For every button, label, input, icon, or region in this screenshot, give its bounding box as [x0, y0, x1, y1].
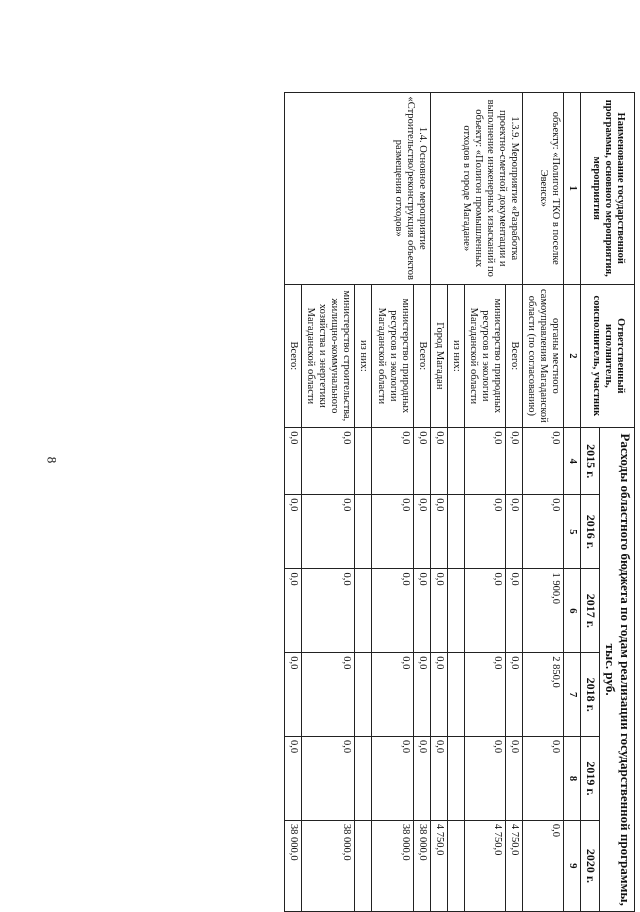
cell-2018: 0,0 [285, 653, 302, 737]
cell-2017: 0,0 [430, 569, 447, 653]
cell-2019 [355, 737, 372, 821]
year-2016: 2016 г. [581, 495, 600, 569]
col-header-exec: Ответственный исполнитель, соисполнитель, участник [581, 284, 635, 428]
cell-2016 [355, 495, 372, 569]
cell-2019: 0,0 [413, 737, 430, 821]
table-row [413, 93, 430, 912]
row-exec: министерство природных ресурсов и экологии Магаданской области [464, 284, 505, 428]
cell-2018: 0,0 [464, 653, 505, 737]
row-exec: Всего: [413, 284, 430, 428]
row-exec: Всего: [506, 284, 523, 428]
row-exec: Город Магадан [430, 284, 447, 428]
cell-2017: 0,0 [302, 569, 355, 653]
col-number: 6 [564, 569, 581, 653]
cell-2016: 0,0 [506, 495, 523, 569]
cell-2017: 1 900,0 [523, 569, 564, 653]
cell-2020: 38 000,0 [372, 820, 413, 911]
row-exec: министерство строительства, жилищно-коммунального хозяйства и энергетики Магаданской области [302, 284, 355, 428]
cell-2015 [447, 428, 464, 495]
cell-2019: 0,0 [372, 737, 413, 821]
row-name: объекту: «Полигон ТКО в поселке Эвенск» [523, 93, 564, 285]
cell-2020: 38 000,0 [413, 820, 430, 911]
table-row [523, 93, 564, 912]
cell-2015: 0,0 [523, 428, 564, 495]
cell-2018: 0,0 [430, 653, 447, 737]
cell-2017: 0,0 [464, 569, 505, 653]
cell-2020 [447, 820, 464, 911]
cell-2020: 4 750,0 [506, 820, 523, 911]
col-header-name: Наименование государственной программы, основного мероприятия, мероприятия [581, 93, 635, 285]
cell-2020: 4 750,0 [430, 820, 447, 911]
cell-2019: 0,0 [302, 737, 355, 821]
cell-2015: 0,0 [464, 428, 505, 495]
budget-table [284, 92, 635, 912]
year-2015: 2015 г. [581, 428, 600, 495]
col-number: 4 [564, 428, 581, 495]
cell-2020: 38 000,0 [285, 820, 302, 911]
cell-2020 [355, 820, 372, 911]
cell-2015: 0,0 [372, 428, 413, 495]
cell-2016: 0,0 [372, 495, 413, 569]
col-number: 9 [564, 820, 581, 911]
year-2018: 2018 г. [581, 653, 600, 737]
col-header-group: Расходы областного бюджета по годам реализации государственной программы, тыс. руб. [600, 428, 635, 912]
cell-2017: 0,0 [372, 569, 413, 653]
cell-2015: 0,0 [506, 428, 523, 495]
cell-2015: 0,0 [430, 428, 447, 495]
col-number: 8 [564, 737, 581, 821]
row-exec: из них: [447, 284, 464, 428]
cell-2018: 0,0 [302, 653, 355, 737]
cell-2017: 0,0 [413, 569, 430, 653]
row-name: 1.4. Основное мероприятие «Строительство/реконструкция объектов размещения отходов» [285, 93, 431, 285]
col-number: 1 [564, 93, 581, 285]
cell-2019: 0,0 [285, 737, 302, 821]
cell-2018 [355, 653, 372, 737]
year-2017: 2017 г. [581, 569, 600, 653]
cell-2015: 0,0 [413, 428, 430, 495]
year-2020: 2020 г. [581, 820, 600, 911]
row-exec: из них: [355, 284, 372, 428]
cell-2018: 0,0 [413, 653, 430, 737]
cell-2018: 0,0 [372, 653, 413, 737]
column-number-row [564, 93, 581, 912]
table-row [506, 93, 523, 912]
cell-2015 [355, 428, 372, 495]
cell-2015: 0,0 [285, 428, 302, 495]
col-number: 2 [564, 284, 581, 428]
cell-2016: 0,0 [285, 495, 302, 569]
cell-2016: 0,0 [413, 495, 430, 569]
cell-2019: 0,0 [506, 737, 523, 821]
cell-2017: 0,0 [506, 569, 523, 653]
budget-table-container [90, 92, 635, 912]
cell-2020: 38 000,0 [302, 820, 355, 911]
cell-2019 [447, 737, 464, 821]
cell-2018: 2 850,0 [523, 653, 564, 737]
col-number: 5 [564, 495, 581, 569]
row-exec: Всего: [285, 284, 302, 428]
cell-2016 [447, 495, 464, 569]
row-name: 1.3.9. Мероприятие «Разработка проектно-сметной документации и выполнение инженерных изысканий по объекту: «Полигон промышленных отходов в городе Магадане» [430, 93, 522, 285]
cell-2020: 0,0 [523, 820, 564, 911]
cell-2019: 0,0 [523, 737, 564, 821]
cell-2019: 0,0 [430, 737, 447, 821]
cell-2016: 0,0 [523, 495, 564, 569]
cell-2017 [447, 569, 464, 653]
page-number: 8 [44, 456, 60, 464]
cell-2020: 4 750,0 [464, 820, 505, 911]
col-number: 7 [564, 653, 581, 737]
year-2019: 2019 г. [581, 737, 600, 821]
cell-2016: 0,0 [430, 495, 447, 569]
cell-2018: 0,0 [506, 653, 523, 737]
cell-2015: 0,0 [302, 428, 355, 495]
cell-2019: 0,0 [464, 737, 505, 821]
cell-2016: 0,0 [464, 495, 505, 569]
cell-2017 [355, 569, 372, 653]
row-exec: министерство природных ресурсов и экологии Магаданской области [372, 284, 413, 428]
cell-2017: 0,0 [285, 569, 302, 653]
cell-2018 [447, 653, 464, 737]
cell-2016: 0,0 [302, 495, 355, 569]
row-exec: органы местного самоуправления Магаданской области (по согласованию) [523, 284, 564, 428]
